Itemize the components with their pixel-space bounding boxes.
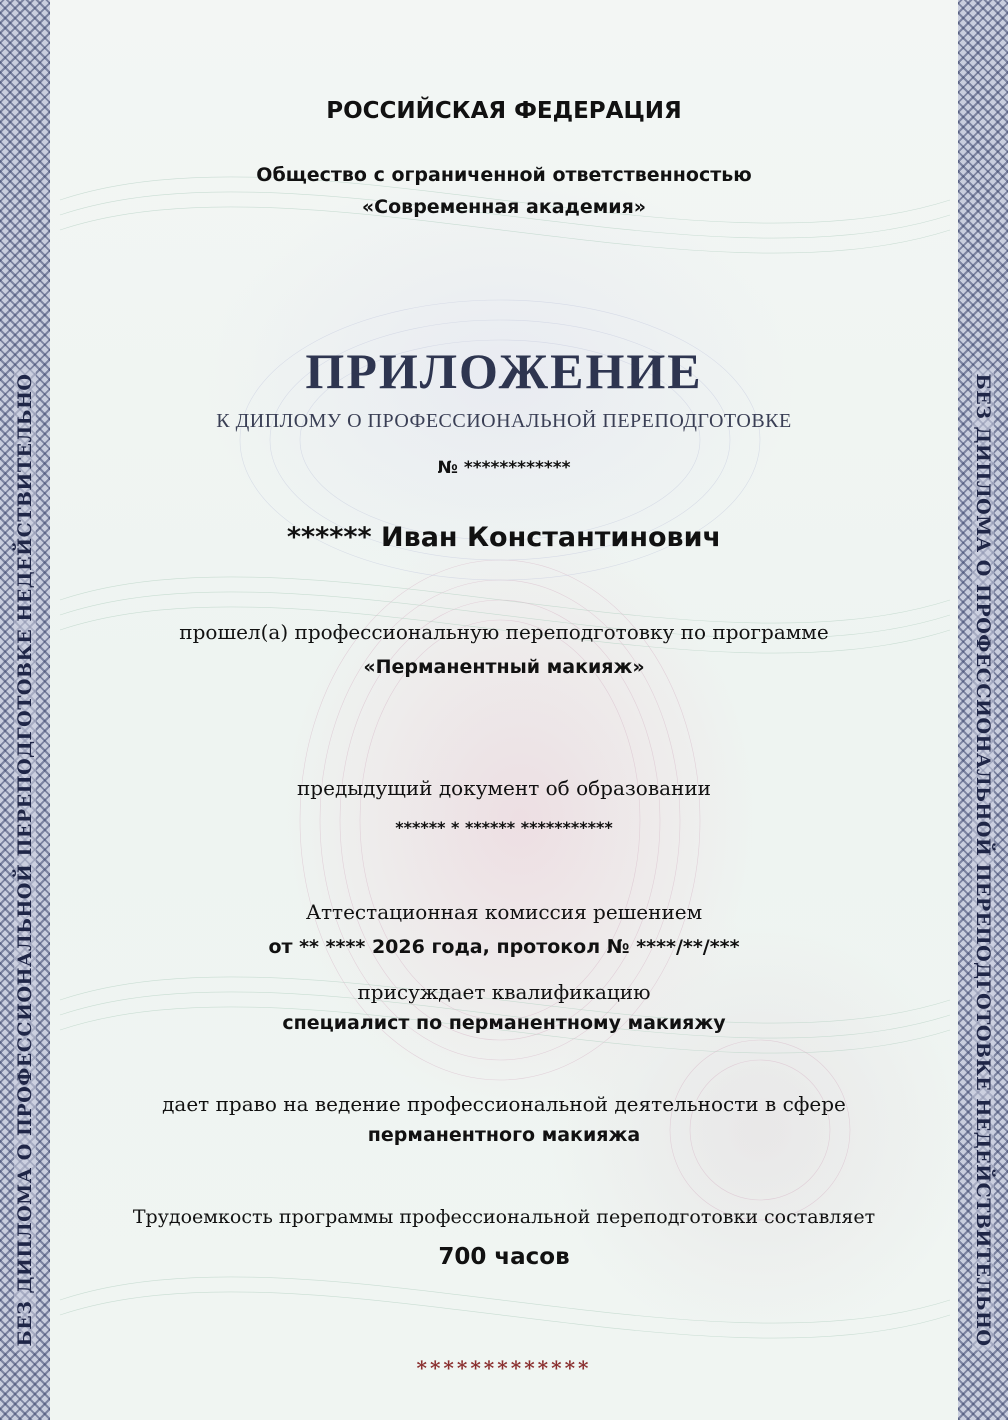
holder-name: ****** Иван Константинович: [286, 522, 722, 553]
left-border-caption: БЕЗ ДИПЛОМА О ПРОФЕССИОНАЛЬНОЙ ПЕРЕПОДГОТОВКЕ НЕДЕЙСТВИТЕЛЬНО: [14, 370, 36, 1351]
program-name: «Перманентный макияж»: [363, 656, 645, 678]
document-number: № ************: [437, 458, 571, 478]
country-heading: РОССИЙСКАЯ ФЕДЕРАЦИЯ: [326, 98, 682, 124]
commission-decision: от ** **** 2026 года, протокол № ****/**/***: [268, 936, 740, 958]
organization-type: Общество с ограниченной ответственностью: [256, 164, 752, 186]
workload-label: Трудоемкость программы профессиональной переподготовки составляет: [132, 1206, 876, 1228]
organization-name: «Современная академия»: [361, 196, 647, 218]
program-intro: прошел(а) профессиональную переподготовку по программе: [179, 620, 829, 644]
rights-field: перманентного макияжа: [367, 1124, 641, 1146]
awards-label: присуждает квалификацию: [357, 980, 651, 1004]
previous-document-label: предыдущий документ об образовании: [296, 776, 712, 800]
commission-label: Аттестационная комиссия решением: [305, 900, 703, 924]
document-subtitle: К ДИПЛОМУ О ПРОФЕССИОНАЛЬНОЙ ПЕРЕПОДГОТОВКЕ: [216, 410, 792, 432]
qualification: специалист по перманентному макияжу: [282, 1012, 726, 1034]
previous-document-value: ****** * ****** ***********: [395, 818, 613, 837]
document-title: ПРИЛОЖЕНИЕ: [305, 343, 703, 399]
footer-stars: *************: [416, 1356, 592, 1380]
workload-value: 700 часов: [438, 1244, 570, 1270]
right-border-caption: БЕЗ ДИПЛОМА О ПРОФЕССИОНАЛЬНОЙ ПЕРЕПОДГОТОВКЕ НЕДЕЙСТВИТЕЛЬНО: [972, 370, 994, 1351]
rights-label: дает право на ведение профессиональной деятельности в сфере: [162, 1092, 846, 1116]
